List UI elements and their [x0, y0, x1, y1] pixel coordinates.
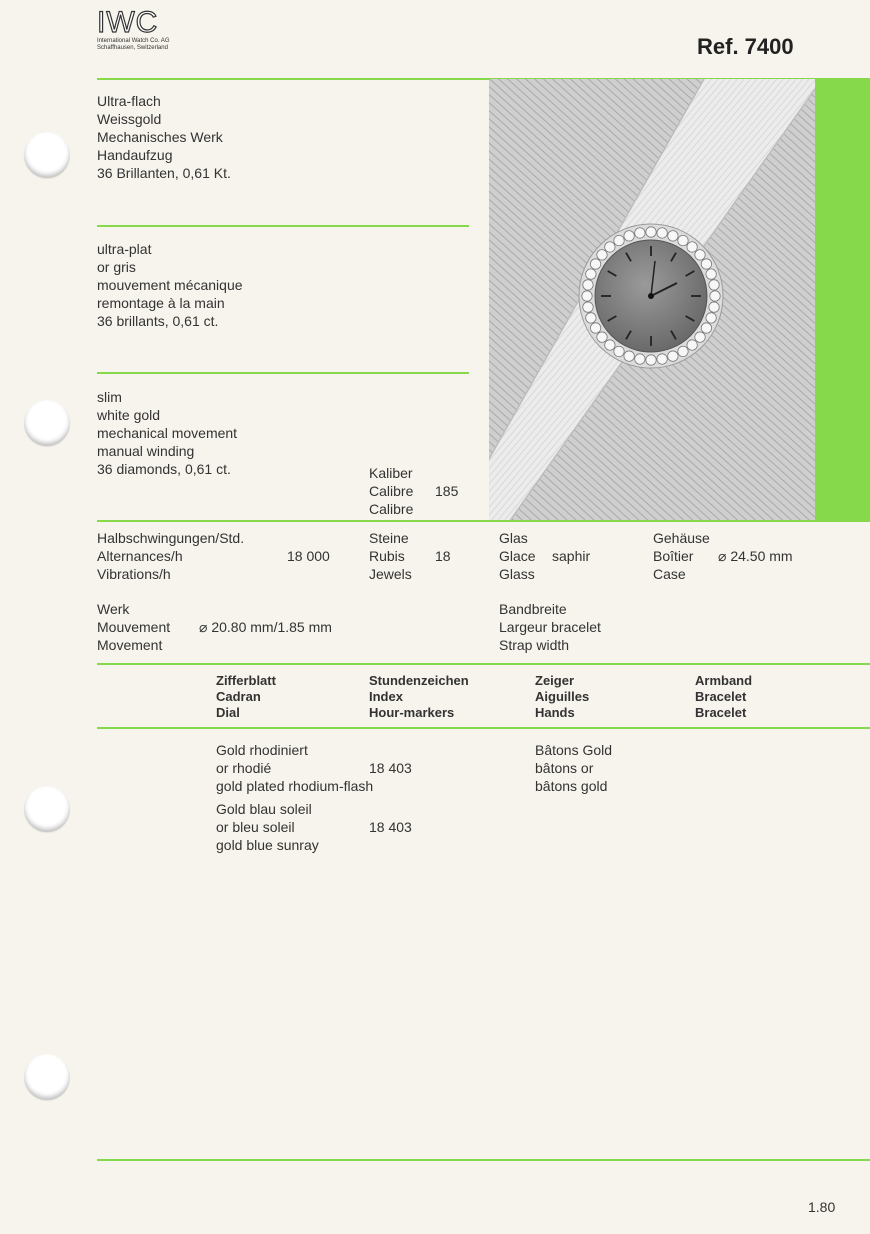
header-bracelet: [695, 673, 752, 721]
column-header: Cadran: [216, 689, 261, 704]
glass-value: saphir: [552, 548, 591, 564]
desc-line: 36 diamonds, 0,61 ct.: [97, 461, 231, 477]
vibrations-value: 18 000: [287, 548, 330, 564]
case-value: ⌀ 24.50 mm: [718, 548, 793, 564]
column-header: Stundenzeichen: [369, 673, 469, 688]
header-dial: [216, 673, 276, 721]
desc-line: ultra-plat: [97, 241, 152, 257]
jewels-value: 18: [435, 548, 451, 564]
column-header: Armband: [695, 673, 753, 688]
spec-label: Steine: [369, 530, 409, 546]
desc-line: Ultra-flach: [97, 93, 161, 109]
dial-text: gold blue sunray: [216, 837, 319, 853]
calibre-value: 185: [435, 483, 459, 499]
dial-text: or bleu soleil: [216, 819, 295, 835]
accent-bar: [815, 79, 870, 522]
glass-labels: [499, 529, 536, 583]
binder-hole: [24, 132, 70, 178]
dial-text: or rhodié: [216, 760, 272, 776]
desc-line: Handaufzug: [97, 147, 173, 163]
description-french: [97, 240, 243, 330]
binder-hole: [24, 786, 70, 832]
description-english: [97, 388, 237, 478]
spec-label: Mouvement: [97, 619, 171, 635]
spec-label: Calibre: [369, 501, 414, 517]
description-german: [97, 92, 231, 182]
hands-cell: [535, 741, 612, 795]
spec-label: Bandbreite: [499, 601, 567, 617]
reference-title: Ref. 7400: [697, 34, 794, 59]
spec-label: Vibrations/h: [97, 566, 171, 582]
spec-label: Glas: [499, 530, 528, 546]
desc-line: Weissgold: [97, 111, 162, 127]
hands-text: bâtons gold: [535, 778, 608, 794]
dial-text: Gold blau soleil: [216, 801, 312, 817]
dial-text: gold plated rhodium-flash: [216, 778, 374, 794]
column-header: Index: [369, 689, 403, 704]
desc-line: remontage à la main: [97, 295, 225, 311]
dial-text: Gold rhodiniert: [216, 742, 308, 758]
desc-line: manual winding: [97, 443, 195, 459]
spec-label: Halbschwingungen/Std.: [97, 530, 245, 546]
movement-value: ⌀ 20.80 mm/1.85 mm: [199, 619, 332, 635]
dial-row: [216, 741, 373, 795]
spec-label: Movement: [97, 637, 163, 653]
table-top-divider: [97, 663, 870, 665]
table-header-divider: [97, 727, 870, 729]
desc-line: 36 Brillanten, 0,61 Kt.: [97, 165, 231, 181]
desc-line: slim: [97, 389, 122, 405]
desc-line: white gold: [97, 407, 161, 423]
column-header: Zifferblatt: [216, 673, 276, 688]
column-header: Hands: [535, 705, 575, 720]
movement-labels: [97, 600, 170, 654]
column-header: Bracelet: [695, 705, 747, 720]
desc-line: 36 brillants, 0,61 ct.: [97, 313, 219, 329]
column-header: Zeiger: [535, 673, 575, 688]
logo-company: International Watch Co. AG: [97, 38, 170, 44]
desc-line: mechanical movement: [97, 425, 238, 441]
column-header: Hour-markers: [369, 705, 455, 720]
spec-label: Werk: [97, 601, 130, 617]
calibre-labels: [369, 464, 413, 518]
index-value: 18 403: [369, 760, 412, 776]
jewels-labels: [369, 529, 412, 583]
section-divider: [97, 372, 469, 374]
bottom-divider: [97, 1159, 870, 1161]
spec-label: Glass: [499, 566, 535, 582]
watch-photo: [489, 79, 815, 522]
spec-label: Boîtier: [653, 548, 694, 564]
vibrations-labels: [97, 529, 244, 583]
logo-mark: IWC: [97, 6, 159, 39]
spec-label: Jewels: [369, 566, 412, 582]
binder-hole: [24, 400, 70, 446]
spec-label: Glace: [499, 548, 536, 564]
binder-hole: [24, 1054, 70, 1100]
page-number: 1.80: [808, 1199, 836, 1215]
spec-label: Rubis: [369, 548, 405, 564]
spec-label: Largeur bracelet: [499, 619, 601, 635]
header-index: [369, 673, 469, 721]
column-header: Bracelet: [695, 689, 747, 704]
column-header: Dial: [216, 705, 240, 720]
spec-label: Case: [653, 566, 686, 582]
brand-logo: [97, 8, 217, 52]
section-divider: [97, 225, 469, 227]
hands-text: bâtons or: [535, 760, 594, 776]
spec-label: Kaliber: [369, 465, 413, 481]
index-value: 18 403: [369, 819, 412, 835]
strap-labels: [499, 600, 601, 654]
hands-text: Bâtons Gold: [535, 742, 613, 758]
spec-label: Strap width: [499, 637, 570, 653]
dial-row: [216, 800, 319, 854]
desc-line: Mechanisches Werk: [97, 129, 223, 145]
desc-line: mouvement mécanique: [97, 277, 243, 293]
spec-label: Alternances/h: [97, 548, 183, 564]
desc-line: or gris: [97, 259, 136, 275]
case-labels: [653, 529, 710, 583]
header-hands: [535, 673, 589, 721]
spec-divider: [97, 520, 870, 522]
logo-location: Schaffhausen, Switzerland: [97, 45, 168, 51]
spec-label: Gehäuse: [653, 530, 710, 546]
spec-label: Calibre: [369, 483, 414, 499]
column-header: Aiguilles: [535, 689, 590, 704]
